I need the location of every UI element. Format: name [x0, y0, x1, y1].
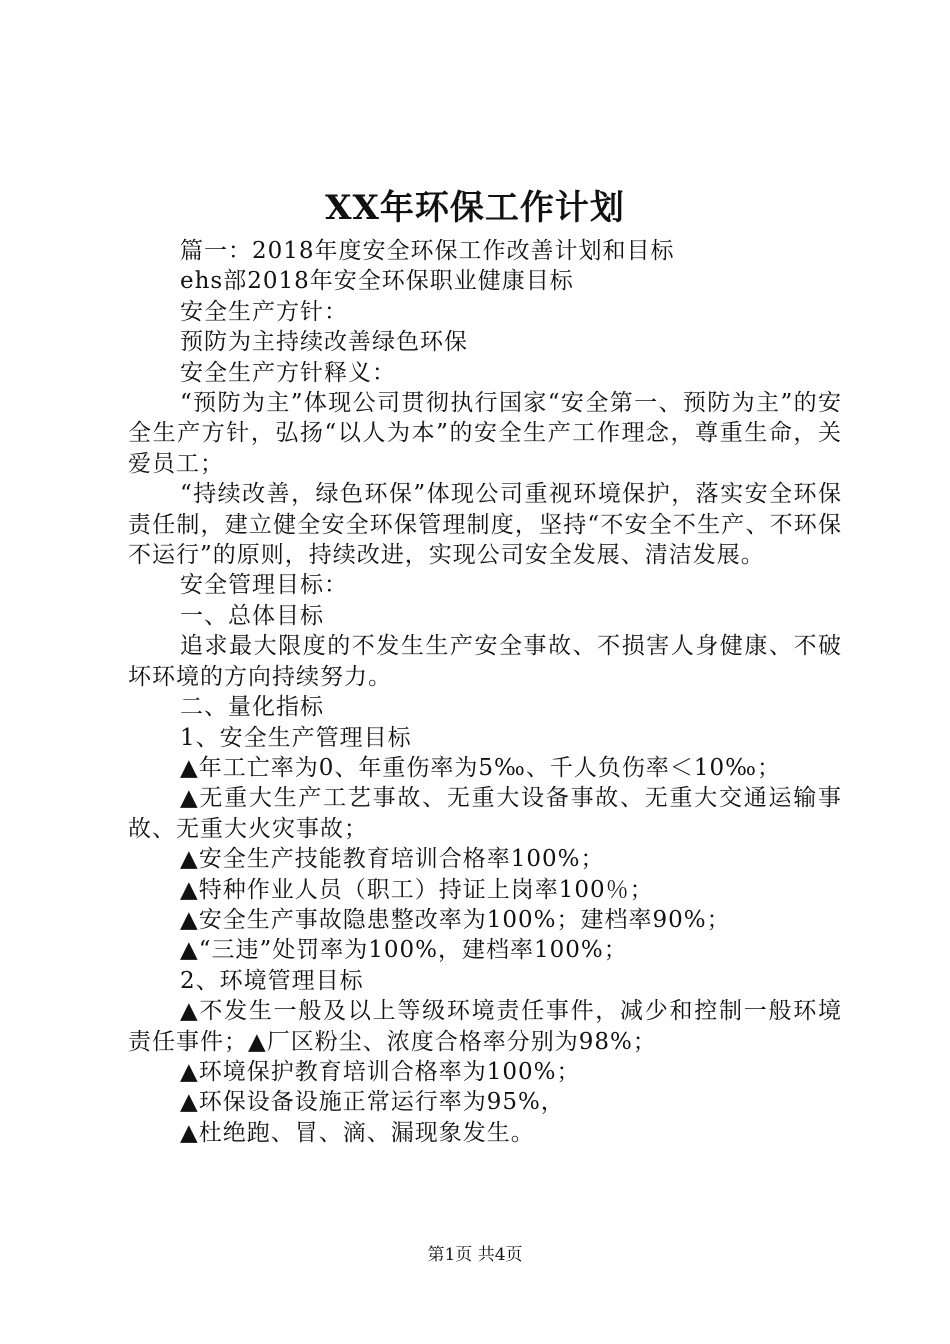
paragraph: 2、环境管理目标	[180, 967, 364, 994]
paragraph: “预防为主”体现公司贯彻执行国家“安全第一、预防为主”的安全生产方针，弘扬“以人为本”的安全生产工作理念，尊重生命，关爱员工；	[128, 390, 842, 477]
paragraph: ▲安全生产技能教育培训合格率100%；	[180, 846, 605, 873]
paragraph: ▲无重大生产工艺事故、无重大设备事故、无重大交通运输事故、无重大火灾事故；	[128, 785, 842, 842]
paragraph: 篇一：2018年度安全环保工作改善计划和目标	[180, 238, 675, 264]
paragraph: 二、量化指标	[180, 694, 324, 721]
paragraph: 一、总体目标	[180, 602, 324, 629]
paragraph: ▲环境保护教育培训合格率为100%；	[180, 1058, 581, 1085]
paragraph: ▲特种作业人员（职工）持证上岗率100％；	[180, 876, 654, 903]
paragraph: ehs部2018年安全环保职业健康目标	[180, 268, 574, 295]
page-number-footer: 第1页 共4页	[427, 1245, 523, 1265]
paragraph: 1、安全生产管理目标	[180, 724, 412, 751]
paragraph: ▲安全生产事故隐患整改率为100%；建档率90%；	[180, 906, 731, 933]
document-body	[128, 236, 842, 1148]
document-title: XX年环保工作计划	[325, 188, 625, 228]
paragraph: “持续改善，绿色环保”体现公司重视环境保护，落实安全环保责任制，建立健全安全环保管理制度，坚持“不安全不生产、不环保不运行”的原则，持续改进，实现公司安全发展、清洁发展。	[128, 481, 842, 569]
paragraph: ▲不发生一般及以上等级环境责任事件，减少和控制一般环境责任事件；▲厂区粉尘、浓度合格率分别为98%；	[128, 998, 842, 1055]
paragraph: 安全生产方针释义：	[180, 359, 396, 386]
paragraph: ▲年工亡率为0、年重伤率为5‰、千人负伤率＜10‰；	[180, 754, 781, 781]
paragraph: 安全管理目标：	[180, 572, 348, 599]
paragraph: ▲杜绝跑、冒、滴、漏现象发生。	[180, 1119, 535, 1146]
paragraph: 安全生产方针：	[180, 298, 348, 325]
paragraph: 追求最大限度的不发生生产安全事故、不损害人身健康、不破坏环境的方向持续努力。	[128, 633, 842, 690]
paragraph: 预防为主持续改善绿色环保	[180, 329, 468, 356]
paragraph: ▲“三违”处罚率为100%，建档率100%；	[180, 937, 628, 964]
paragraph: ▲环保设备设施正常运行率为95%，	[180, 1089, 565, 1116]
